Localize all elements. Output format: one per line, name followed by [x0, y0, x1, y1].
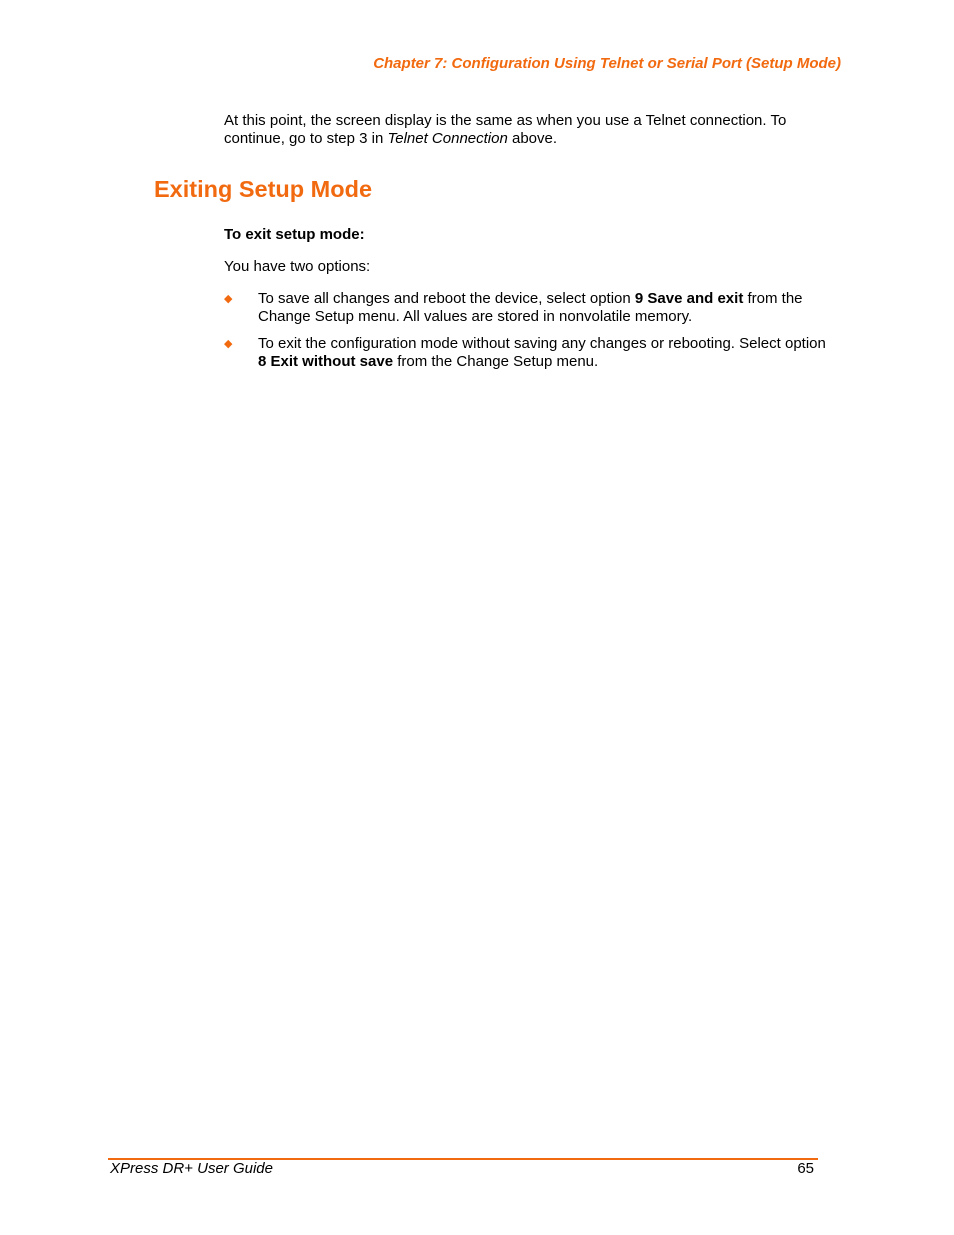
procedure-heading: To exit setup mode:: [224, 226, 365, 243]
options-intro: You have two options:: [224, 258, 371, 275]
chapter-header: Chapter 7: Configuration Using Telnet or Serial Port (Setup Mode): [373, 55, 841, 72]
footer-guide-title: XPress DR+ User Guide: [110, 1160, 273, 1177]
bullet-text-before: To exit the configuration mode without saving any changes or rebooting. Select option: [258, 335, 826, 352]
list-item: [224, 335, 834, 371]
diamond-bullet-icon: ◆: [224, 293, 233, 305]
intro-text-after: above.: [507, 130, 558, 147]
options-list: [224, 290, 834, 380]
intro-paragraph: [224, 112, 834, 148]
bullet-option-bold: 9 Save and exit: [634, 290, 744, 307]
bullet-text-before: To save all changes and reboot the device, select option: [258, 290, 635, 307]
bullet-text-after: from the Change Setup menu.: [393, 353, 599, 370]
bullet-text-after: from the Change Setup menu. All values are stored in nonvolatile memory.: [258, 290, 803, 325]
telnet-connection-reference: Telnet Connection: [387, 130, 508, 147]
intro-text-before: At this point, the screen display is the same as when you use a Telnet connection. To continue, go to step 3 in: [224, 112, 787, 147]
bullet-option-bold: 8 Exit without save: [258, 353, 394, 370]
list-item: [224, 290, 834, 326]
section-heading: Exiting Setup Mode: [154, 176, 373, 202]
page-number: 65: [797, 1160, 814, 1177]
diamond-bullet-icon: ◆: [224, 338, 233, 350]
